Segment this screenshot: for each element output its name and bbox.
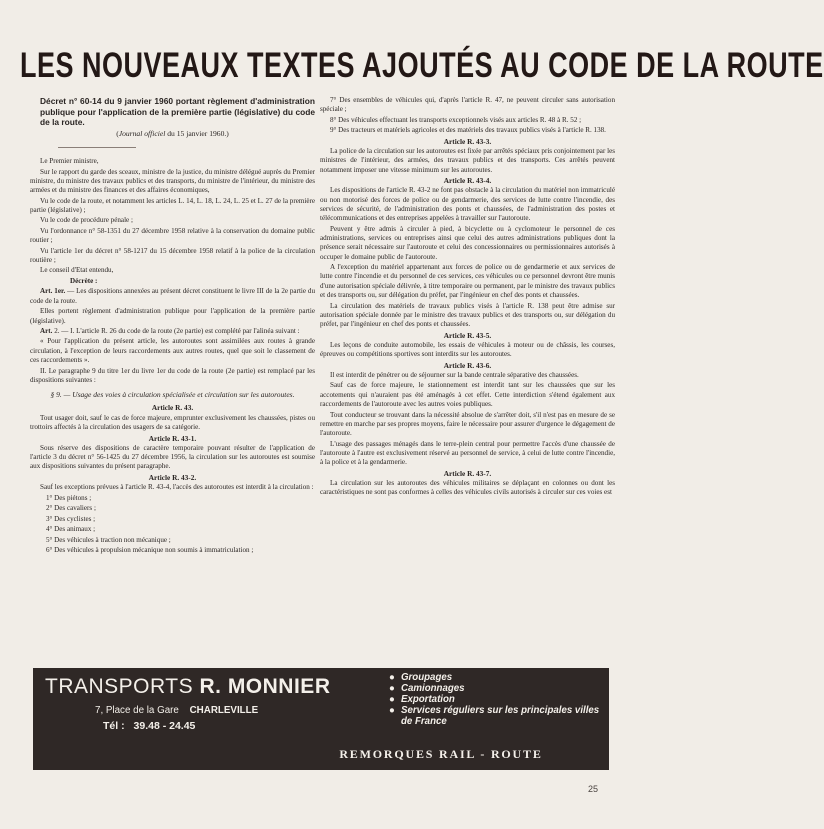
article-title: Article R. 43-2. — [148, 472, 197, 482]
article-text: Tout usager doit, sauf le cas de force majeure, emprunter exclusivement les chaussées, pistes ou trottoirs affectés à la circulation des usagers de sa catégorie. — [30, 413, 315, 432]
bullet-icon: ● — [389, 705, 395, 716]
article-2-label: Art. — [40, 327, 53, 335]
preamble-paragraph: Sur le rapport du garde des sceaux, ministre de la justice, du ministre délégué auprès du Premier ministre, du ministre des travaux publics et des transports, du ministre de l'intérieur, du ministre des armées et du ministre des finances et des affaires économiques, — [30, 167, 315, 195]
list-item: 1° Des piétons ; — [46, 493, 92, 502]
article-title: Article R. 43. — [151, 403, 194, 413]
decrete-label: Décrète : — [70, 276, 98, 285]
article-title: Article R. 43-5. — [443, 330, 492, 340]
page-title: LES NOUVEAUX TEXTES AJOUTÉS AU CODE DE LA ROUTE — [20, 46, 824, 85]
article-title: Article R. 43-7. — [443, 468, 492, 478]
article-text: La police de la circulation sur les autoroutes est fixée par arrêtés spéciaux pris conjointement par les ministres de l'intérieur, des armées, des travaux publics et des transports. Ces arrêtés peuvent notamment imposer une vitesse minimum sur les autoroutes. — [320, 147, 615, 174]
article-text: Peuvent y être admis à circuler à pied, à bicyclette ou à cyclomoteur le personnel de ces administrations, services ou entreprises ainsi que celui des autres administrations publiques dont la présence serait nécessaire sur l'autoroute et celui des concessionnaires ou permissionnaires autorisés à occuper le domaine public de l'autoroute. — [320, 224, 615, 261]
journal-reference: (Journal officiel du 15 janvier 1960.) — [116, 128, 229, 138]
advert-service-item: ● Exportation — [389, 694, 455, 705]
bullet-icon: ● — [389, 694, 395, 705]
advert-subline: REMORQUES RAIL - ROUTE — [339, 747, 543, 761]
list-item: 5° Des véhicules à traction non mécanique ; — [46, 535, 171, 544]
journal-name: Journal officiel — [118, 128, 166, 138]
separator-rule — [58, 147, 136, 148]
advert-service-item: ● Services réguliers sur les principales villes de France — [389, 705, 600, 727]
advert-services-list — [389, 672, 604, 727]
article-text: Sauf les exceptions prévues à l'article R. 43-4, l'accès des autoroutes est interdit à la circulation : — [40, 483, 314, 492]
bullet-icon: ● — [389, 683, 395, 694]
article-text: La circulation des matériels de travaux publics visés à l'article R. 138 peut être admise sur autorisation spéciale donnée par le ministre des travaux publics et des transports ou, sur délégation du préfet, par l'ingénieur en chef des ponts et chaussées. — [320, 301, 615, 329]
article-text: La circulation sur les autoroutes des véhicules militaires se déplaçant en colonnes ou dont les caractéristiques ne sont pas conformes à celles des véhicules civils autorisés à circuler sur ces voies est — [320, 479, 615, 497]
quoted-addition: « Pour l'application du présent article, les autoroutes sont assimilées aux routes à grande circulation, à l'exception de leurs raccordements aux autres routes, quel que soit le classement de ces raccordements ». — [30, 337, 315, 365]
advert-address: 7, Place de la Gare CHARLEVILLE — [95, 705, 259, 716]
advert-company-name: R. MONNIER — [199, 675, 331, 698]
article-text: Les dispositions de l'article R. 43-2 ne font pas obstacle à la circulation du matériel non immatriculé ou non motorisé des forces de police ou de gendarmerie, des services de lutte contre l'incendie, des services de sécurité, de l'administration des ponts et chaussées, de l'administration des postes et télécommunications et des entreprises appelées à travailler sur l'autoroute. — [320, 186, 615, 223]
article-text: A l'exception du matériel appartenant aux forces de police ou de gendarmerie et aux services de lutte contre l'incendie et du personnel de ces services, ces véhicules ou ce personnel devront être munis d'une autorisation spéciale délivrée, à titre temporaire ou permanent, par le ministre des travaux publics et des transports ou, sur délégation du préfet, par l'ingénieur en chef des ponts et chaussées. — [320, 263, 615, 300]
preamble-paragraph: Le conseil d'Etat entendu, — [40, 266, 114, 275]
paragraph-ii: II. Le paragraphe 9 du titre 1er du livre 1er du code de la route (2e partie) est remplacé par les dispositions suivantes : — [30, 366, 315, 384]
preamble-paragraph: Vu le code de la route, et notamment les articles L. 14, L. 18, L. 24, L. 25 et L. 27 de la première partie (législative) ; — [30, 196, 315, 214]
advert-company-prefix: TRANSPORTS — [45, 675, 194, 698]
page-number: 25 — [588, 784, 599, 794]
bullet-icon: ● — [389, 672, 395, 683]
article-1-label: Art. 1er. — [40, 287, 66, 296]
section-title: § 9. — Usage des voies à circulation spécialisée et circulation sur les autoroutes. — [50, 390, 295, 400]
article-title: Article R. 43-6. — [443, 360, 492, 370]
left-column — [30, 96, 315, 557]
list-item: 3° Des cyclistes ; — [46, 514, 96, 523]
transport-advertisement — [33, 668, 609, 770]
decree-heading: Décret n° 60-14 du 9 janvier 1960 portant règlement d'administration publique pour l'application de la première partie (législative) du code de la route. — [40, 96, 315, 128]
article-text: Sous réserve des dispositions de caractère temporaire pouvant résulter de l'application de l'article 3 du décret n° 56-1425 du 27 décembre 1956, la circulation sur les autoroutes est soumise aux dispositions suivantes du présent paragraphe. — [30, 443, 315, 471]
advert-company — [45, 675, 330, 699]
list-item: 4° Des animaux ; — [46, 525, 96, 534]
article-text: Sauf cas de force majeure, le stationnement est interdit tant sur les chaussées que sur les accotements qui n'auraient pas été aménagés à cet effet. Cette interdiction s'étend également aux raccordements de l'autoroute avec les autres voies publiques. — [320, 381, 615, 409]
article-text: Tout conducteur se trouvant dans la nécessité absolue de s'arrêter doit, s'il n'est pas en mesure de se remettre en marche par ses propres moyens, faire le nécessaire pour assurer d'urgence le dégagement de l'autoroute. — [320, 410, 615, 438]
article-text: Les leçons de conduite automobile, les essais de véhicules à moteur ou de châssis, les courses, épreuves ou compétitions sportives sont interdits sur les autoroutes. — [320, 340, 615, 359]
right-column — [320, 96, 615, 499]
preamble-paragraph: Vu l'ordonnance n° 58-1351 du 27 décembre 1958 relative à la conservation du domaine public routier ; — [30, 226, 315, 245]
list-item: 2° Des cavaliers ; — [46, 504, 96, 513]
article-title: Article R. 43-1. — [148, 433, 197, 443]
article-1: Art. 1er. — Les dispositions annexées au présent décret constituent le livre III de la 2e partie du code de la route. — [30, 287, 315, 305]
article-title: Article R. 43-3. — [443, 136, 492, 146]
list-item: 6° Des véhicules à propulsion mécanique non soumis à immatriculation ; — [46, 546, 254, 555]
advert-telephone: Tél : 39.48 - 24.45 — [103, 720, 196, 732]
list-item: 7° Des ensembles de véhicules qui, d'après l'article R. 47, ne peuvent circuler sans autorisation spéciale ; — [320, 96, 615, 114]
article-text: L'usage des passages ménagés dans le terre-plein central pour permettre l'accès d'une chaussée de l'autoroute à l'autre est exclusivement réservé au personnel de service, à celui de lutte contre l'incendie, à la police et à la gendarmerie. — [320, 439, 615, 467]
preamble-paragraph: Vu l'article 1er du décret n° 58-1217 du 15 décembre 1958 relatif à la police de la circulation routière ; — [30, 246, 315, 264]
prohibited-list — [30, 494, 315, 556]
list-item: 9° Des tracteurs et matériels agricoles et des matériels des travaux publics visés à l'article R. 138. — [330, 126, 606, 135]
list-item: 8° Des véhicules effectuant les transports exceptionnels visés aux articles R. 48 à R. 52 ; — [330, 115, 582, 124]
advert-city: CHARLEVILLE — [189, 705, 259, 716]
article-text: Il est interdit de pénétrer ou de séjourner sur la bande centrale séparative des chaussées. — [330, 371, 579, 379]
article-2: Art. 2. — I. L'article R. 26 du code de la route (2e partie) est complété par l'alinéa suivant : — [40, 327, 300, 335]
advert-service-item: ● Groupages — [389, 672, 453, 683]
article-1-continued: Elles portent règlement d'administration publique pour l'application de la première partie (législative). — [30, 307, 315, 325]
article-title: Article R. 43-4. — [443, 176, 492, 186]
preamble-paragraph: Vu le code de procédure pénale ; — [40, 216, 133, 225]
preamble-paragraph: Le Premier ministre, — [40, 157, 99, 166]
advert-service-item: ● Camionnages — [389, 683, 465, 694]
